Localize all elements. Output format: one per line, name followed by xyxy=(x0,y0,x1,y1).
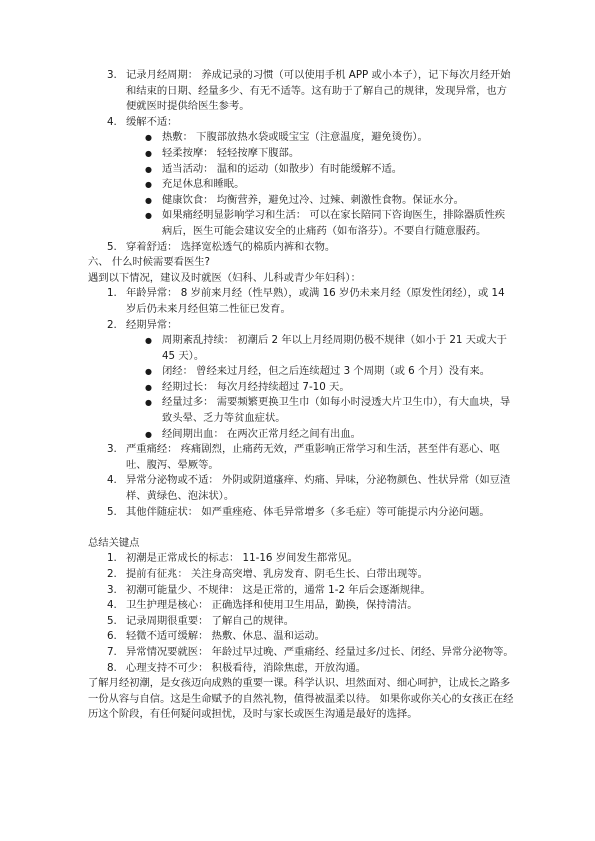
list-item-clothing: 5. 穿着舒适： 选择宽松透气的棉质内裤和衣物。 xyxy=(107,240,336,253)
section-heading: 六、 什么时候需要看医生? xyxy=(88,256,211,269)
list-item-period-abnormal: 2. 经期异常： xyxy=(107,318,178,331)
summary-item: 2. 提前有征兆： 关注身高突增、乳房发育、阴毛生长、白带出现等。 xyxy=(107,568,428,580)
summary-item: 7. 异常情况要就医： 年龄过早过晚、严重痛经、经量过多/过长、闭经、异常分泌物等。 xyxy=(107,645,514,658)
bullet-item: ● 经间期出血： 在两次正常月经之间有出血。 xyxy=(0,427,595,443)
bullet-item: ● 适当活动： 温和的运动（如散步）有时能缓解不适。 xyxy=(0,162,595,178)
bullet-item: ● 健康饮食： 均衡营养，避免过冷、过辣、刺激性食物。保证水分。 xyxy=(0,193,595,209)
bullet-item: ● 充足休息和睡眠。 xyxy=(0,177,595,193)
bullet-item: ● 如果痛经明显影响学习和生活： 可以在家长陪同下咨询医生，排除器质性疾病后，医生可能会建议安全的止痛药（如布洛芬）。不要自行随意服药。 xyxy=(145,209,506,237)
summary-item: 4. 卫生护理是核心： 正确选择和使用卫生用品，勤换，保持清洁。 xyxy=(107,599,418,612)
summary-item: 5. 记录周期很重要： 了解自己的规律。 xyxy=(107,614,295,627)
bullet-icon: ● xyxy=(145,195,152,205)
bullet-icon: ● xyxy=(145,180,152,190)
list-item-record-cycle: 3. 记录月经周期： 养成记录的习惯（可以使用手机 APP 或小本子），记下每次月经开始和结束的日期、经量多少、有无不适等。这有助于了解自己的规律，发现异常，也方便就医时提供给医生参考。 xyxy=(107,69,511,113)
bullet-icon: ● xyxy=(145,398,152,408)
list-item-discharge: 4. 异常分泌物或不适： 外阴或阴道瘙痒、灼痛、异味，分泌物颜色、性状异常（如豆渣样、黄绿色、泡沫状）。 xyxy=(107,474,511,503)
section-intro: 遇到以下情况，建议及时就医（妇科、儿科或青少年妇科）： xyxy=(88,271,361,284)
summary-item: 1. 初潮是正常成长的标志： 11-16 岁间发生都常见。 xyxy=(107,552,359,565)
summary-heading: 总结关键点 xyxy=(88,536,140,549)
spacer xyxy=(0,520,595,536)
bullet-item: ● 周期紊乱持续： 初潮后 2 年以上月经周期仍极不规律（如小于 21 天或大于 45 天）。 xyxy=(145,334,507,362)
summary-item: 3. 初潮可能量少、不规律： 这是正常的，通常 1-2 年后会逐渐规律。 xyxy=(107,583,431,596)
list-item-age: 1. 年龄异常： 8 岁前来月经（性早熟），或满 16 岁仍未来月经（原发性闭经），或 14 岁后仍未来月经但第二性征已发育。 xyxy=(107,287,505,315)
bullet-icon: ● xyxy=(145,164,152,174)
bullet-icon: ● xyxy=(145,429,152,439)
list-item-relief: 4. 缓解不适： xyxy=(107,115,178,128)
list-item-dysmenorrhea: 3. 严重痛经： 疼痛剧烈，止痛药无效，严重影响正常学习和生活，甚至伴有恶心、呕吐、腹泻、晕厥等。 xyxy=(107,443,500,471)
list-item-other-symptoms: 5. 其他伴随症状： 如严重痤疮、体毛异常增多（多毛症）等可能提示内分泌问题。 xyxy=(107,505,490,518)
bullet-icon: ● xyxy=(145,211,152,221)
summary-item: 8. 心理支持不可少： 积极看待，消除焦虑，开放沟通。 xyxy=(107,661,367,674)
summary-item: 6. 轻微不适可缓解： 热敷、休息、温和运动。 xyxy=(107,630,325,643)
document-page xyxy=(0,68,595,723)
bullet-item: ● 轻柔按摩： 轻轻按摩下腹部。 xyxy=(0,146,595,162)
bullet-item: ● 热敷： 下腹部放热水袋或暖宝宝（注意温度，避免烫伤）。 xyxy=(0,130,595,146)
bullet-item: ● 闭经： 曾经来过月经，但之后连续超过 3 个周期（或 6 个月）没有来。 xyxy=(0,364,595,380)
bullet-icon: ● xyxy=(145,367,152,377)
bullet-item: ● 经期过长： 每次月经持续超过 7-10 天。 xyxy=(0,380,595,396)
bullet-icon: ● xyxy=(145,382,152,392)
bullet-icon: ● xyxy=(145,133,152,143)
bullet-icon: ● xyxy=(145,148,152,158)
bullet-item: ● 经量过多： 需要频繁更换卫生巾（如每小时浸透大片卫生巾），有大血块，导致头晕、乏力等贫血症状。 xyxy=(145,396,511,425)
closing-paragraph: 了解月经初潮，是女孩迈向成熟的重要一课。科学认识、坦然面对、细心呵护，让成长之路多一份从容与自信。这是生命赋予的自然礼物，值得被温柔以待。 如果你或你关心的女孩正在经历这个阶段，有任何疑问或担忧，及时与家长或医生沟通是最好的选择。 xyxy=(88,677,514,721)
bullet-icon: ● xyxy=(145,336,152,346)
